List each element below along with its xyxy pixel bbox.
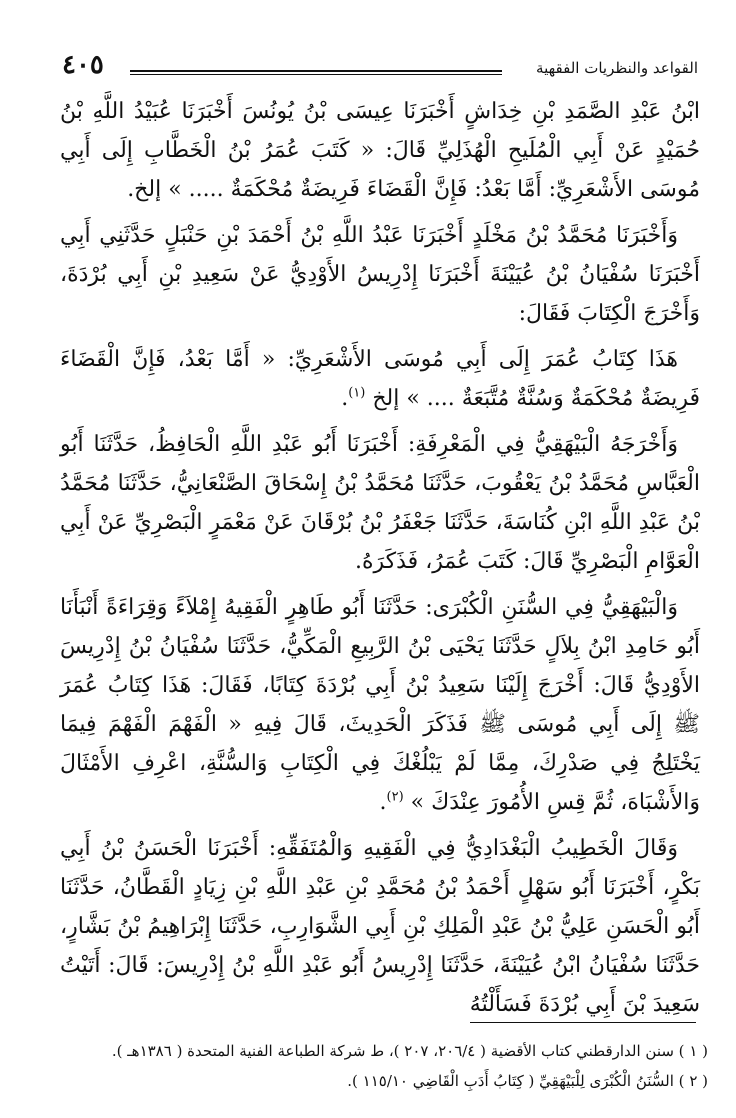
- footnotes: [60, 1036, 708, 1096]
- paragraph-1: [60, 92, 700, 209]
- footnote-2: ( ٢ ) السُّنَنُ الْكُبْرَى لِلْبَيْهَقِيِّ ( كِتَابُ أَدَبِ الْقَاضِي ١١٥/١٠ ).: [347, 1072, 708, 1090]
- paragraph-1-text: ابْنُ عَبْدِ الصَّمَدِ بْنِ خِدَاشٍ أَخْبَرَنَا عِيسَى بْنُ يُونُسَ أَخْبَرَنَا عُبَيْدُ اللَّهِ بْنُ حُمَيْدٍ عَنْ أَبِي الْمُلَيحِ الْهُذَلِيِّ قَالَ: « كَتَبَ عُمَرُ بْنُ الْخَطَّابِ إِلَى أَبِي مُوسَى الأَشْعَرِيِّ: أَمَّا بَعْدُ: فَإِنَّ الْقَضَاءَ فَرِيضَةٌ مُحْكَمَةٌ ..... » إلخ.: [60, 99, 700, 202]
- paragraph-3-text: هَذَا كِتَابُ عُمَرَ إِلَى أَبِي مُوسَى الأَشْعَرِيِّ: « أَمَّا بَعْدُ، فَإِنَّ الْقَضَاءَ فَرِيضَةٌ مُحْكَمَةٌ وَسُنَّةٌ مُتَّبَعَةٌ .... » إلخ: [60, 347, 700, 411]
- page-number: ٤٠٥: [62, 50, 104, 80]
- paragraph-2-text: وَأَخْبَرَنَا مُحَمَّدُ بْنُ مَخْلَدٍ أَخْبَرَنَا عَبْدُ اللَّهِ بْنُ أَحْمَدَ بْنِ حَنْبَلٍ حَدَّثَنِي أَبِي أَخْبَرَنَا سُفْيَانُ بْنُ عُيَيْنَةَ أَخْبَرَنَا إِدْرِيسُ الأَوْدِيُّ عَنْ سَعِيدِ بْنِ أَبِي بُرْدَةَ، وَأَخْرَجَ الْكِتَابَ فَقَالَ:: [60, 223, 700, 326]
- paragraph-4: [60, 425, 700, 581]
- footnote-ref-2[interactable]: (٢): [386, 789, 404, 805]
- paragraph-6: [60, 829, 700, 1024]
- paragraph-3: هَذَا كِتَابُ عُمَرَ إِلَى أَبِي مُوسَى الأَشْعَرِيِّ: « أَمَّا بَعْدُ، فَإِنَّ الْقَضَاءَ فَرِيضَةٌ مُحْكَمَةٌ وَسُنَّةٌ مُتَّبَعَةٌ .... » إلخ $^{(١)}$.: [60, 347, 700, 411]
- header-rule: [130, 70, 502, 72]
- main-text: [60, 92, 700, 1031]
- paragraph-2: [60, 216, 700, 333]
- footnote-1: ( ١ ) سنن الدارقطني كتاب الأقضية ( ٢٠٦/٤، ٢٠٧ )، ط شركة الطباعة الفنية المتحدة ( ١٣٨٦هـ ).: [111, 1042, 708, 1060]
- paragraph-5: وَالْبَيْهَقِيُّ فِي السُّنَنِ الْكُبْرَى: حَدَّثَنَا أَبُو طَاهِرٍ الْفَقِيهُ إِمْلاَءً وَقِرَاءَةً أَنْبَأَنَا أَبُو حَامِدِ ابْنُ بِلاَلٍ حَدَّثَنَا يَحْيَى بْنُ الرَّبِيعِ الْمَكِّيُّ، حَدَّثَنَا سُفْيَانُ بْنُ إِدْرِيسَ الأَوْدِيُّ قَالَ: أَخْرَجَ إِلَيْنَا سَعِيدُ بْنُ أَبِي بُرْدَةَ كِتَابًا، فَقَالَ: هَذَا كِتَابُ عُمَرَ ﷺ إِلَى أَبِي مُوسَى ﷺ فَذَكَرَ الْحَدِيثَ، قَالَ فِيهِ « الْفَهْمَ الْفَهْمَ فِيمَا يَخْتَلِجُ فِي صَدْرِكَ، مِمَّا لَمْ يَبْلُغْكَ فِي الْكِتَابِ وَالسُّنَّةِ، اعْرِفِ الأَمْثَالَ وَالأَشْبَاهَ، ثُمَّ قِسِ الأُمُورَ عِنْدَكَ » $^{(٢)}$.: [60, 595, 700, 815]
- running-title: القواعد والنظريات الفقهية: [536, 59, 698, 77]
- paragraph-5-text: وَالْبَيْهَقِيُّ فِي السُّنَنِ الْكُبْرَى: حَدَّثَنَا أَبُو طَاهِرٍ الْفَقِيهُ إِمْلاَءً وَقِرَاءَةً أَنْبَأَنَا أَبُو حَامِدِ ابْنُ بِلاَلٍ حَدَّثَنَا يَحْيَى بْنُ الرَّبِيعِ الْمَكِّيُّ، حَدَّثَنَا سُفْيَانُ بْنُ إِدْرِيسَ الأَوْدِيُّ قَالَ: أَخْرَجَ إِلَيْنَا سَعِيدُ بْنُ أَبِي بُرْدَةَ كِتَابًا، فَقَالَ: هَذَا كِتَابُ عُمَرَ ﷺ إِلَى أَبِي مُوسَى ﷺ فَذَكَرَ الْحَدِيثَ، قَالَ فِيهِ « الْفَهْمَ الْفَهْمَ فِيمَا يَخْتَلِجُ فِي صَدْرِكَ، مِمَّا لَمْ يَبْلُغْكَ فِي الْكِتَابِ وَالسُّنَّةِ، اعْرِفِ الأَمْثَالَ وَالأَشْبَاهَ، ثُمَّ قِسِ الأُمُورَ عِنْدَكَ »: [60, 595, 700, 815]
- page-header: [62, 50, 698, 84]
- paragraph-6-text: وَقَالَ الْخَطِيبُ الْبَغْدَادِيُّ فِي الْفَقِيهِ وَالْمُتَفَقِّهِ: أَخْبَرَنَا الْحَسَنُ بْنُ أَبِي بَكْرٍ، أَخْبَرَنَا أَبُو سَهْلٍ أَحْمَدُ بْنُ مُحَمَّدِ بْنِ عَبْدِ اللَّهِ بْنِ زِيَادٍ الْقَطَّانُ، حَدَّثَنَا أَبُو الْحَسَنِ عَلِيُّ بْنُ عَبْدِ الْمَلِكِ بْنِ أَبِي الشَّوَارِبِ، حَدَّثَنَا إِبْرَاهِيمُ بْنُ بَشَّارٍ، حَدَّثَنَا سُفْيَانُ ابْنُ عُيَيْنَةَ، حَدَّثَنَا إِدْرِيسُ أَبُو عَبْدِ اللَّهِ بْنُ إِدْرِيسَ: قَالَ: أَتَيْتُ سَعِيدَ بْنَ أَبِي بُرْدَةَ فَسَأَلْتُهُ: [60, 836, 700, 1017]
- footnote-separator: [470, 1022, 696, 1023]
- footnote-ref-1[interactable]: (١): [348, 385, 366, 401]
- paragraph-4-text: وَأَخْرَجَهُ الْبَيْهَقِيُّ فِي الْمَعْرِفَةِ: أَخْبَرَنَا أَبُو عَبْدِ اللَّهِ الْحَافِظُ، حَدَّثَنَا أَبُو الْعَبَّاسِ مُحَمَّدُ بْنُ يَعْقُوبَ، حَدَّثَنَا مُحَمَّدُ بْنُ إِسْحَاقَ الصَّنْعَانِيُّ، حَدَّثَنَا مُحَمَّدُ بْنُ عَبْدِ اللَّهِ ابْنِ كُنَاسَةَ، حَدَّثَنَا جَعْفَرُ بْنُ بُرْقَانَ عَنْ مَعْمَرٍ الْبَصْرِيِّ عَنْ أَبِي الْعَوَّامِ الْبَصْرِيِّ قَالَ: كَتَبَ عُمَرُ، فَذَكَرَهُ.: [60, 432, 700, 574]
- header-rule-thin: [130, 74, 502, 75]
